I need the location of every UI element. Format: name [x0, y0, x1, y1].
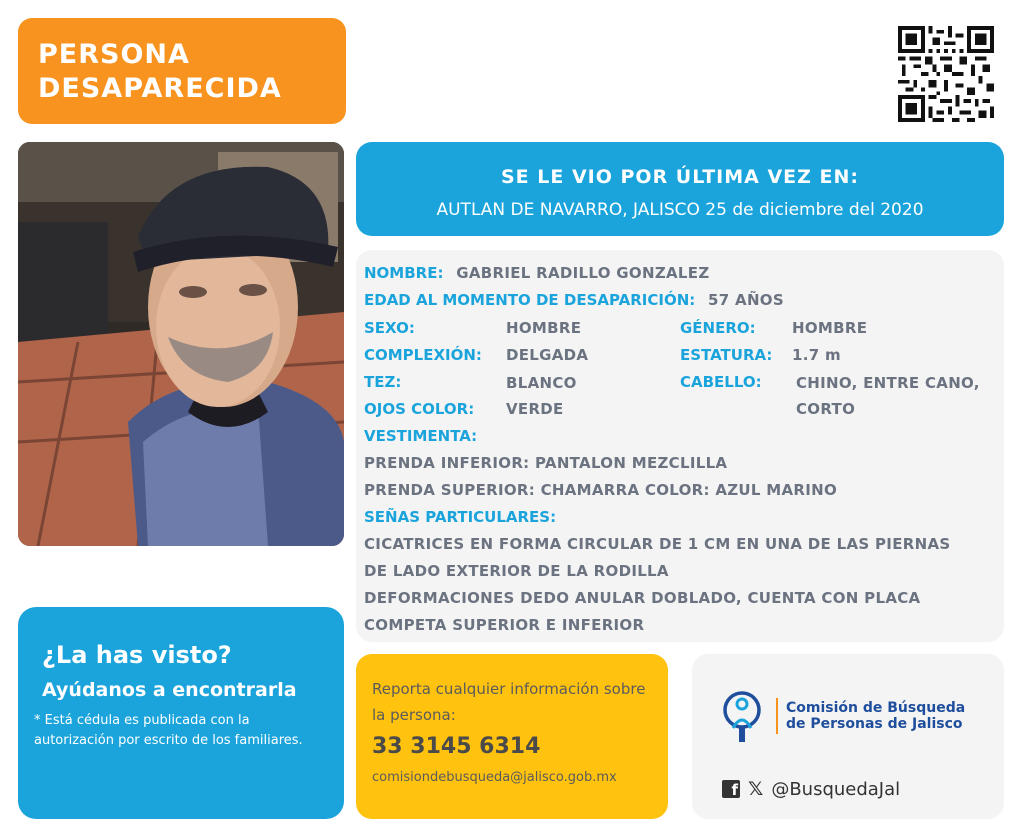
name-value: GABRIEL RADILLO GONZALEZ [456, 264, 710, 282]
eyes-label: OJOS COLOR: [364, 400, 475, 418]
organization-name-line2: de Personas de Jalisco [786, 716, 963, 732]
last-seen-banner [356, 142, 1004, 236]
help-banner [18, 607, 344, 819]
marks-label: SEÑAS PARTICULARES: [364, 508, 557, 526]
last-seen-heading: SE LE VIO POR ÚLTIMA VEZ EN: [500, 166, 860, 188]
person-details-panel [356, 250, 1004, 642]
height-value: 1.7 m [792, 346, 841, 364]
organization-name [786, 700, 965, 732]
help-subtitle: Ayúdanos a encontrarla [42, 679, 297, 701]
eyes-value: VERDE [506, 400, 564, 418]
logo-divider [776, 698, 778, 734]
x-twitter-icon[interactable]: 𝕏 [748, 778, 764, 800]
clothing-lower: PRENDA INFERIOR: PANTALON MEZCLILLA [364, 454, 728, 472]
hair-value-line1: CHINO, ENTRE CANO, [796, 374, 980, 392]
gender-label: GÉNERO: [680, 319, 756, 337]
clothing-upper: PRENDA SUPERIOR: CHAMARRA COLOR: AZUL MARINO [364, 481, 838, 499]
sex-value: HOMBRE [506, 319, 582, 337]
build-value: DELGADA [506, 346, 589, 364]
header-title-line2: DESAPARECIDA [38, 73, 282, 104]
header-title-line1: PERSONA [38, 39, 190, 70]
age-value: 57 AÑOS [708, 291, 784, 309]
age-label: EDAD AL MOMENTO DE DESAPARICIÓN: [364, 291, 696, 309]
marks-line2: DE LADO EXTERIOR DE LA RODILLA [364, 562, 669, 580]
organization-box [692, 654, 1004, 819]
height-label: ESTATURA: [680, 346, 773, 364]
sex-label: SEXO: [364, 319, 415, 337]
skin-label: TEZ: [364, 373, 402, 391]
missing-person-photo [18, 142, 344, 546]
name-label: NOMBRE: [364, 264, 444, 282]
publication-note: * Está cédula es publicada con la autorización por escrito de los familiares. [34, 713, 303, 748]
last-seen-place-date: AUTLAN DE NAVARRO, JALISCO 25 de diciembre del 2020 [436, 200, 924, 220]
commission-logo-icon [722, 690, 762, 744]
social-handle-link[interactable]: @BusquedaJal [771, 778, 901, 800]
hair-value-line2: CORTO [796, 400, 856, 418]
marks-line4: COMPETA SUPERIOR E INFERIOR [364, 616, 645, 634]
help-title: ¿La has visto? [42, 641, 232, 669]
facebook-icon[interactable]: f [722, 780, 740, 798]
header-banner [18, 18, 346, 124]
skin-value: BLANCO [506, 374, 577, 392]
marks-line3: DEFORMACIONES DEDO ANULAR DOBLADO, CUENTA CON PLACA [364, 589, 921, 607]
social-links [722, 778, 900, 800]
qr-code-icon[interactable] [898, 26, 994, 122]
hair-label: CABELLO: [680, 373, 762, 391]
clothing-label: VESTIMENTA: [364, 427, 478, 445]
report-text: Reporta cualquier información sobre la persona: [372, 680, 646, 724]
report-phone-link[interactable]: 33 3145 6314 [372, 734, 541, 759]
organization-name-line1: Comisión de Búsqueda [786, 700, 966, 716]
report-box [356, 654, 668, 819]
build-label: COMPLEXIÓN: [364, 346, 482, 364]
gender-value: HOMBRE [792, 319, 868, 337]
person-portrait-image [18, 142, 344, 546]
marks-line1: CICATRICES EN FORMA CIRCULAR DE 1 CM EN UNA DE LAS PIERNAS [364, 535, 951, 553]
report-email-link[interactable]: comisiondebusqueda@jalisco.gob.mx [372, 770, 617, 785]
